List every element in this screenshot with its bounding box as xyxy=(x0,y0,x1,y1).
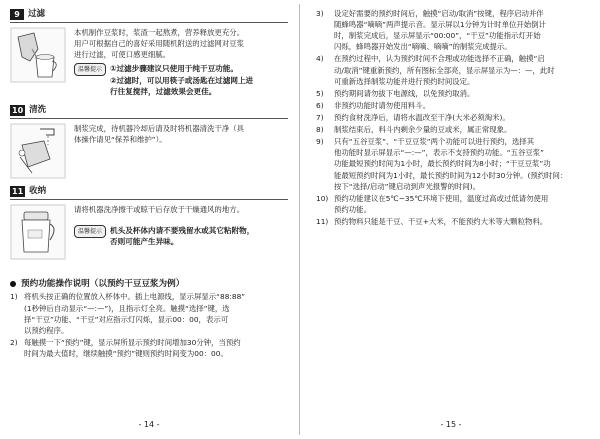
section-rule xyxy=(10,199,288,200)
section-heading xyxy=(10,8,288,21)
list-line: 制浆结束后，料斗内剩余少量的豆或米，属正常现象。 xyxy=(334,125,512,135)
section-filter xyxy=(10,8,288,98)
section-rule xyxy=(10,118,288,119)
list-number: 2) xyxy=(10,337,18,347)
list-number: 8) xyxy=(316,125,324,135)
body-line: 用户可根据自己的喜好采用随机附送的过滤网对豆浆 xyxy=(74,39,244,49)
list-line: 能最短预约时间为1小时，最长预约时间为12小时30分钟。(预约时间： xyxy=(334,170,568,180)
body-line: 进行过滤，可使口感更细腻。 xyxy=(74,50,171,60)
section-title: 清洗 xyxy=(29,104,47,115)
list-line: 预约功能。 xyxy=(334,204,371,214)
bullet-dot-icon xyxy=(10,281,16,287)
tip-badge: 温馨提示 xyxy=(74,225,106,238)
section-clean xyxy=(10,104,288,179)
list-item xyxy=(316,53,592,86)
list-line: 随蜂鸣器“嘀嘀”两声提示音。显示屏以1分钟为计时单位开始倒计 xyxy=(334,20,546,30)
section-number: 9 xyxy=(10,9,24,20)
list-line: 他功能时显示屏显示“—:—”，表示不支持预约功能。“五谷豆浆” xyxy=(334,148,544,158)
list-line: 非预约功能时请勿使用料斗。 xyxy=(334,100,431,110)
list-line: 按下“选择/启动”键启动到声光报警的时间)。 xyxy=(334,181,481,191)
filter-pour-illustration xyxy=(10,27,66,83)
list-line: 动/取消”键重新预约，所有图标全部亮，显示屏显示为—：—，此时 xyxy=(334,65,555,75)
list-line: 功能最短预约时间为1小时，最长预约时间为8小时；“干豆豆浆”功 xyxy=(334,159,551,169)
list-item xyxy=(10,291,288,335)
tip-badge: 温馨提示 xyxy=(74,63,106,76)
list-line: 时间为最大值时，继续触摸“预约”键则预约时间变为00：00。 xyxy=(24,348,228,358)
list-item xyxy=(316,124,592,135)
list-line: 每触摸一下“预约”键，显示屏所显示预约时间增加30分钟，当预约 xyxy=(24,337,241,347)
list-item xyxy=(316,8,592,52)
body-line: 制浆完成，待机器冷却后请及时将机器清洗干净（具 xyxy=(74,123,244,133)
section-title: 过滤 xyxy=(28,9,46,20)
list-line: 预约期间请勿拔下电源线，以免预约取消。 xyxy=(334,88,475,98)
body-line: 本机制作豆浆时，浆渣一起熬煮，营养释放更充分。 xyxy=(74,28,244,37)
list-line: 将机头按正确的位置放入杯体中。插上电源线，显示屏显示“88:88” xyxy=(24,292,246,302)
section-storage xyxy=(10,185,288,260)
list-line: (1秒钟后自动显示“—:—”)，且指示灯全亮。触摸“选择”键，选 xyxy=(24,303,230,313)
list-line: 可重新选择制浆功能并进行预约时间设定。 xyxy=(334,76,475,86)
list-item xyxy=(10,337,288,359)
list-number: 1) xyxy=(10,292,18,302)
list-number: 3) xyxy=(316,9,324,18)
wash-illustration xyxy=(10,123,66,179)
list-item xyxy=(316,193,592,215)
right-page xyxy=(302,0,600,439)
list-number: 6) xyxy=(316,100,324,110)
list-line: 闪烁，蜂鸣器开始发出“嘀嘀、嘀嘀”的制浆完成提示。 xyxy=(334,42,512,52)
section-heading xyxy=(10,185,288,198)
left-page xyxy=(0,0,298,439)
list-line: 设定好需要的预约时间后，触摸“启动/取消”按键，程序启动并伴 xyxy=(334,9,544,18)
list-line: 以预约程序。 xyxy=(24,325,69,335)
list-line: 只有“五谷豆浆”、“干豆豆浆”两个功能可以进行预约，选择其 xyxy=(334,137,535,147)
tip-line: 行往复搅拌，过滤效果会更佳。 xyxy=(110,87,217,97)
body-line: 体操作请见“保养和维护”）。 xyxy=(74,134,167,144)
section-rule xyxy=(10,22,288,23)
list-line: 预约食材洗净后，请将水温改至干净(大米必须淘米)。 xyxy=(334,112,510,122)
reservation-heading xyxy=(10,278,288,291)
page-divider xyxy=(299,4,300,435)
tip-line: ②过滤时，可以用筷子或汤匙在过滤网上进 xyxy=(110,75,254,85)
section-title: 收纳 xyxy=(29,185,47,196)
section-number: 10 xyxy=(12,105,24,115)
soymilk-maker-illustration xyxy=(10,204,66,260)
list-line: 预约物料只能是干豆、干豆+大米，不能预约大米等大颗粒物料。 xyxy=(334,216,548,226)
list-item xyxy=(316,100,592,111)
list-number: 4) xyxy=(316,54,324,64)
tip-line: 机头及杯体内请不要残留水或其它粘附物， xyxy=(110,225,255,235)
list-item xyxy=(316,112,592,123)
tip-block xyxy=(74,225,288,248)
list-number: 5) xyxy=(316,88,324,98)
page-number: - 14 - xyxy=(138,420,160,429)
section-heading xyxy=(10,104,288,117)
tip-block xyxy=(74,63,288,97)
list-line: 预约功能建议在5℃~35℃环境下使用，温度过高或过低请勿使用 xyxy=(334,193,549,203)
reservation-title: 预约功能操作说明（以预约干豆豆浆为例） xyxy=(21,278,185,289)
list-item xyxy=(316,136,592,192)
list-number: 10) xyxy=(316,193,329,203)
list-number: 7) xyxy=(316,112,324,122)
list-line: 在预约过程中，认为预约时间不合理或功能选择不正确，触摸“启 xyxy=(334,54,545,64)
list-number: 9) xyxy=(316,137,324,147)
page-number: - 15 - xyxy=(440,420,462,429)
list-line: 时，制浆完成后，显示屏显示“00:00”，“干豆”功能指示灯开始 xyxy=(334,31,541,41)
list-number: 11) xyxy=(316,216,329,226)
list-item xyxy=(316,88,592,99)
body-line: 请将机器洗净擦干或晾干后存放于干燥通风的地方。 xyxy=(74,204,244,214)
tip-line: 否则可能产生异味。 xyxy=(110,237,179,246)
list-item xyxy=(316,216,592,227)
section-number: 11 xyxy=(12,186,24,196)
list-line: 择“干豆”功能、“干豆”对应指示灯闪烁，显示00：00，表示可 xyxy=(24,314,229,324)
tip-line: ①过滤步骤建议只使用于纯干豆功能。 xyxy=(110,64,238,74)
